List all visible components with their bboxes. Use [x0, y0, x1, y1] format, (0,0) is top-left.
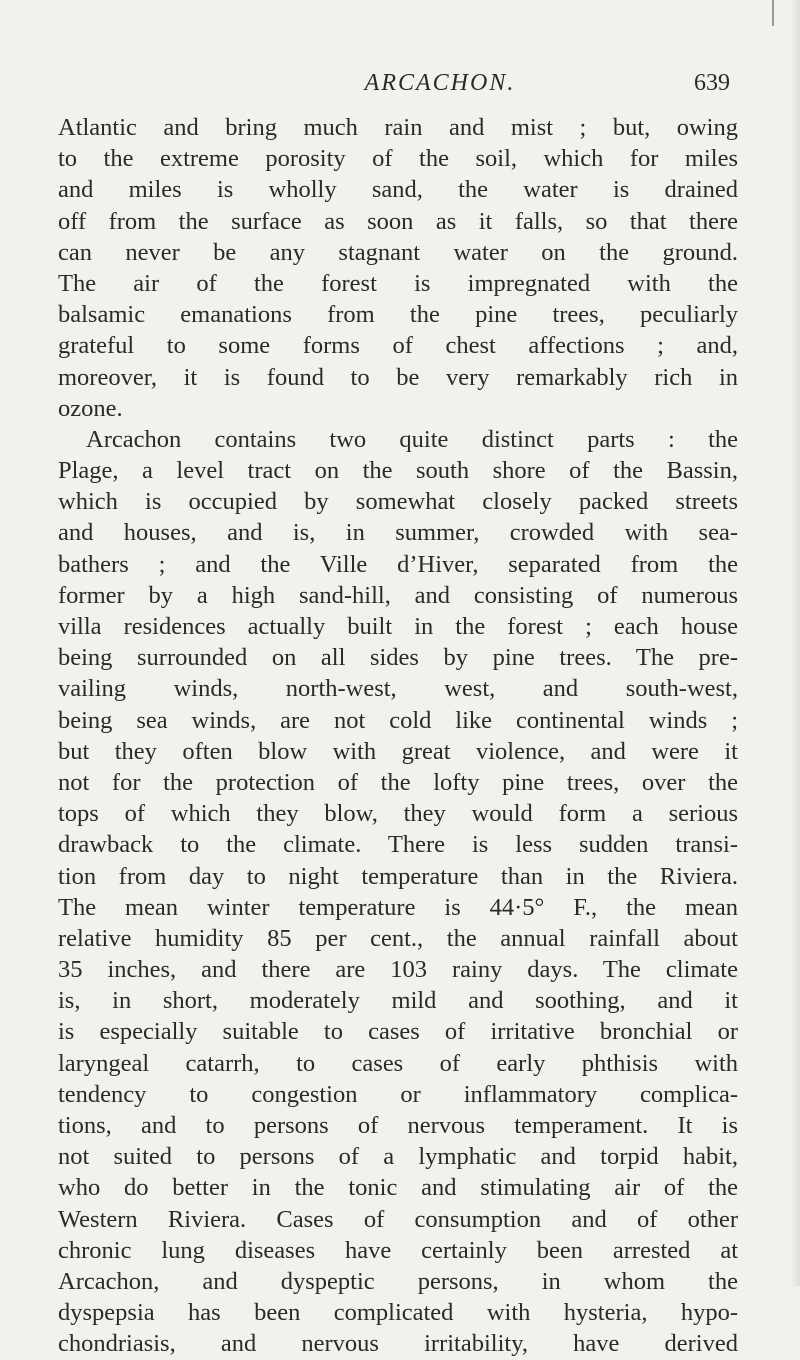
- text-line: drawback to the climate. There is less sudden transi-: [58, 831, 738, 859]
- text-line: being sea winds, are not cold like continental winds ;: [58, 706, 738, 734]
- text-line: The mean winter temperature is 44·5° F., the mean: [58, 893, 738, 921]
- text-line: Plage, a level tract on the south shore of the Bassin,: [58, 457, 738, 485]
- text-line: vailing winds, north-west, west, and south-west,: [58, 675, 738, 703]
- page-edge-shadow: [790, 0, 800, 1286]
- text-line: laryngeal catarrh, to cases of early phthisis with: [58, 1049, 738, 1077]
- text-line: and miles is wholly sand, the water is drained: [58, 176, 738, 204]
- text-line: bathers ; and the Ville d’Hiver, separated from the: [58, 550, 738, 578]
- running-head: [110, 70, 730, 106]
- text-line: dyspepsia has been complicated with hysteria, hypo-: [58, 1299, 738, 1327]
- text-line: ozone.: [58, 394, 123, 422]
- text-line: tions, and to persons of nervous temperament. It is: [58, 1112, 738, 1139]
- text-line: former by a high sand-hill, and consisting of numerous: [58, 581, 738, 609]
- text-line: and houses, and is, in summer, crowded with sea-: [58, 519, 738, 547]
- running-title: ARCACHON.: [364, 70, 516, 96]
- text-line: which is occupied by somewhat closely packed streets: [58, 488, 738, 516]
- text-line: Arcachon, and dyspeptic persons, in whom the: [58, 1267, 738, 1295]
- text-line: not suited to persons of a lymphatic and torpid habit,: [58, 1143, 738, 1171]
- text-line: not for the protection of the lofty pine trees, over the: [58, 768, 738, 796]
- page-number: 639: [694, 70, 730, 96]
- text-line: but they often blow with great violence, and were it: [58, 737, 738, 765]
- text-line: grateful to some forms of chest affections ; and,: [58, 332, 738, 360]
- margin-mark: [772, 0, 774, 26]
- text-line: The air of the forest is impregnated with the: [58, 269, 738, 297]
- text-line: can never be any stagnant water on the ground.: [58, 238, 738, 266]
- text-line: being surrounded on all sides by pine trees. The pre-: [58, 644, 738, 672]
- text-line: chronic lung diseases have certainly been arrested at: [58, 1236, 738, 1264]
- text-line: Atlantic and bring much rain and mist ; but, owing: [58, 114, 738, 141]
- text-line: who do better in the tonic and stimulating air of the: [58, 1174, 738, 1202]
- text-line: tops of which they blow, they would form a serious: [58, 800, 738, 828]
- text-line: Western Riviera. Cases of consumption and of other: [58, 1205, 738, 1233]
- paragraph-start-line: Arcachon contains two quite distinct parts : the: [86, 425, 738, 453]
- text-line: to the extreme porosity of the soil, which for miles: [58, 145, 738, 173]
- text-line: is, in short, moderately mild and soothing, and it: [58, 987, 738, 1015]
- text-line: is especially suitable to cases of irritative bronchial or: [58, 1018, 738, 1046]
- body-text: [58, 112, 738, 1360]
- text-line: villa residences actually built in the forest ; each house: [58, 613, 738, 640]
- text-line: moreover, it is found to be very remarkably rich in: [58, 363, 738, 391]
- text-line: off from the surface as soon as it falls, so that there: [58, 207, 738, 235]
- text-line: chondriasis, and nervous irritability, have derived: [58, 1330, 738, 1358]
- text-line: relative humidity 85 per cent., the annual rainfall about: [58, 924, 738, 952]
- text-line: tion from day to night temperature than in the Riviera.: [58, 862, 738, 890]
- text-line: balsamic emanations from the pine trees, peculiarly: [58, 301, 738, 329]
- text-line: tendency to congestion or inflammatory complica-: [58, 1080, 738, 1108]
- text-line: 35 inches, and there are 103 rainy days. The climate: [58, 956, 738, 984]
